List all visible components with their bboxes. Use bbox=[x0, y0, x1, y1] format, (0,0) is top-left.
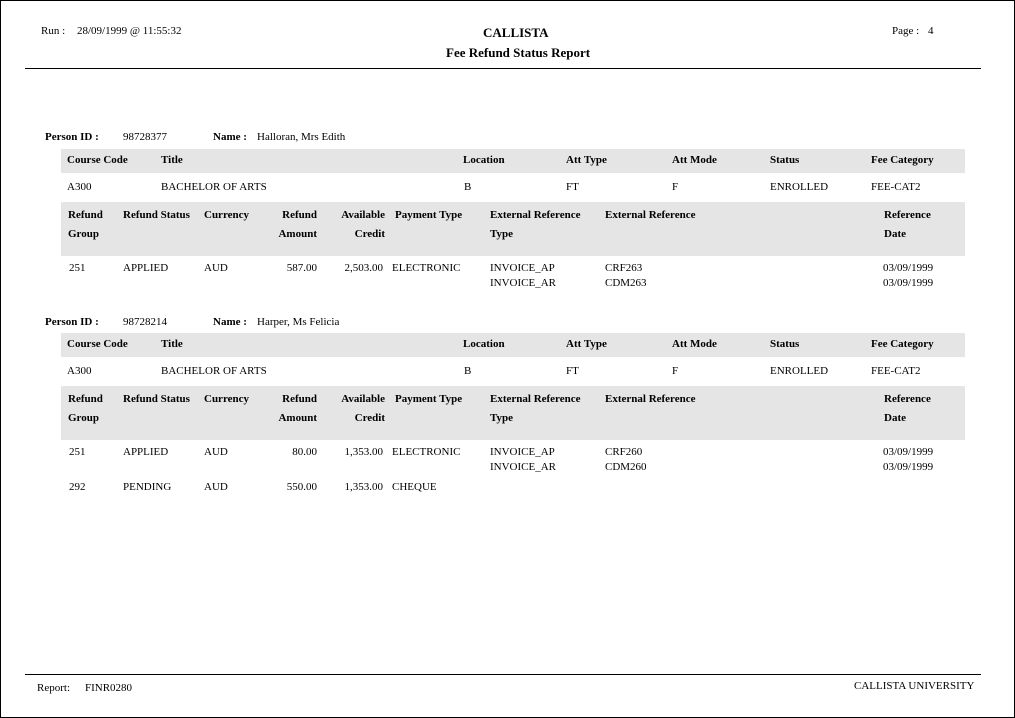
report-code: FINR0280 bbox=[85, 682, 133, 694]
refund-amount: 80.00 bbox=[292, 446, 317, 458]
ext-ref: CDM260 bbox=[605, 461, 647, 473]
ref-date: 03/09/1999 bbox=[883, 461, 934, 473]
payment-type: CHEQUE bbox=[392, 481, 437, 493]
refund-currency: AUD bbox=[204, 262, 228, 274]
person-id: 98728377 bbox=[123, 131, 167, 143]
university-name: CALLISTA UNIVERSITY bbox=[854, 680, 975, 692]
refund-group: 292 bbox=[69, 481, 86, 493]
refund-group: 251 bbox=[69, 446, 86, 458]
col-status: Status bbox=[770, 154, 800, 166]
col-title: Title bbox=[161, 338, 183, 350]
report-title: Fee Refund Status Report bbox=[446, 45, 591, 60]
course-header-band bbox=[61, 333, 965, 357]
header-rule bbox=[25, 68, 981, 69]
col-currency: Currency bbox=[204, 209, 250, 221]
col-ext-ref-type: External Reference bbox=[490, 209, 581, 221]
ext-ref: CRF263 bbox=[605, 262, 643, 274]
person-name: Harper, Ms Felicia bbox=[257, 316, 340, 328]
course-location: B bbox=[464, 181, 472, 193]
run-label: Run : bbox=[41, 25, 66, 37]
org-title: CALLISTA bbox=[483, 25, 549, 40]
refund-amount: 587.00 bbox=[286, 262, 317, 274]
col-ext-ref: External Reference bbox=[605, 393, 696, 405]
ext-ref-type: INVOICE_AP bbox=[490, 262, 555, 274]
course-header-band bbox=[61, 149, 965, 173]
refund-currency: AUD bbox=[204, 446, 228, 458]
course-fee-category: FEE-CAT2 bbox=[871, 181, 921, 193]
course-att-mode: F bbox=[672, 181, 679, 193]
col-currency: Currency bbox=[204, 393, 250, 405]
col-ref-date-2: Date bbox=[884, 228, 906, 240]
refund-status: APPLIED bbox=[123, 262, 169, 274]
report-label: Report: bbox=[37, 682, 70, 694]
col-ref-date: Reference bbox=[884, 209, 931, 221]
course-status: ENROLLED bbox=[770, 181, 829, 193]
col-payment-type: Payment Type bbox=[395, 209, 463, 221]
ref-date: 03/09/1999 bbox=[883, 446, 934, 458]
person-name: Halloran, Mrs Edith bbox=[257, 131, 346, 143]
col-location: Location bbox=[463, 338, 505, 350]
col-course-code: Course Code bbox=[67, 154, 128, 166]
col-available-credit-2: Credit bbox=[354, 412, 385, 424]
col-refund-group-2: Group bbox=[68, 412, 99, 424]
col-att-type: Att Type bbox=[566, 154, 607, 166]
page-number: 4 bbox=[928, 25, 934, 37]
course-fee-category: FEE-CAT2 bbox=[871, 365, 921, 377]
payment-type: ELECTRONIC bbox=[392, 262, 461, 274]
col-title: Title bbox=[161, 154, 183, 166]
course-location: B bbox=[464, 365, 472, 377]
col-refund-group-2: Group bbox=[68, 228, 99, 240]
col-course-code: Course Code bbox=[67, 338, 128, 350]
refund-status: PENDING bbox=[123, 481, 172, 493]
col-refund-status: Refund Status bbox=[123, 393, 190, 405]
col-ext-ref-type: External Reference bbox=[490, 393, 581, 405]
col-refund-amount-2: Amount bbox=[278, 412, 317, 424]
col-refund-amount: Refund bbox=[282, 393, 317, 405]
col-status: Status bbox=[770, 338, 800, 350]
col-refund-amount-2: Amount bbox=[278, 228, 317, 240]
col-available-credit-2: Credit bbox=[354, 228, 385, 240]
refund-status: APPLIED bbox=[123, 446, 169, 458]
col-ref-date-2: Date bbox=[884, 412, 906, 424]
course-code: A300 bbox=[67, 365, 92, 377]
course-status: ENROLLED bbox=[770, 365, 829, 377]
refund-amount: 550.00 bbox=[286, 481, 317, 493]
name-label: Name : bbox=[213, 131, 247, 143]
available-credit: 2,503.00 bbox=[344, 262, 383, 274]
col-att-type: Att Type bbox=[566, 338, 607, 350]
ref-date: 03/09/1999 bbox=[883, 262, 934, 274]
col-refund-amount: Refund bbox=[282, 209, 317, 221]
col-ref-date: Reference bbox=[884, 393, 931, 405]
col-location: Location bbox=[463, 154, 505, 166]
col-att-mode: Att Mode bbox=[672, 154, 717, 166]
col-available-credit: Available bbox=[341, 209, 385, 221]
col-refund-group: Refund bbox=[68, 393, 103, 405]
col-ext-ref: External Reference bbox=[605, 209, 696, 221]
ref-date: 03/09/1999 bbox=[883, 277, 934, 289]
course-att-mode: F bbox=[672, 365, 679, 377]
name-label: Name : bbox=[213, 316, 247, 328]
col-ext-ref-type-2: Type bbox=[490, 228, 514, 240]
available-credit: 1,353.00 bbox=[344, 481, 383, 493]
col-att-mode: Att Mode bbox=[672, 338, 717, 350]
course-title: BACHELOR OF ARTS bbox=[161, 181, 267, 193]
person-id: 98728214 bbox=[123, 316, 167, 328]
payment-type: ELECTRONIC bbox=[392, 446, 461, 458]
person-id-label: Person ID : bbox=[45, 131, 99, 143]
ext-ref-type: INVOICE_AP bbox=[490, 446, 555, 458]
col-refund-group: Refund bbox=[68, 209, 103, 221]
refund-currency: AUD bbox=[204, 481, 228, 493]
course-att-type: FT bbox=[566, 181, 579, 193]
footer-rule bbox=[25, 674, 981, 675]
col-available-credit: Available bbox=[341, 393, 385, 405]
run-timestamp: 28/09/1999 @ 11:55:32 bbox=[77, 25, 182, 37]
ext-ref-type: INVOICE_AR bbox=[490, 277, 556, 289]
course-code: A300 bbox=[67, 181, 92, 193]
col-refund-status: Refund Status bbox=[123, 209, 190, 221]
col-fee-category: Fee Category bbox=[871, 154, 934, 166]
ext-ref-type: INVOICE_AR bbox=[490, 461, 556, 473]
course-title: BACHELOR OF ARTS bbox=[161, 365, 267, 377]
ext-ref: CRF260 bbox=[605, 446, 643, 458]
person-id-label: Person ID : bbox=[45, 316, 99, 328]
page-label: Page : bbox=[892, 25, 920, 37]
refund-group: 251 bbox=[69, 262, 86, 274]
ext-ref: CDM263 bbox=[605, 277, 647, 289]
col-payment-type: Payment Type bbox=[395, 393, 463, 405]
col-ext-ref-type-2: Type bbox=[490, 412, 514, 424]
available-credit: 1,353.00 bbox=[344, 446, 383, 458]
col-fee-category: Fee Category bbox=[871, 338, 934, 350]
course-att-type: FT bbox=[566, 365, 579, 377]
